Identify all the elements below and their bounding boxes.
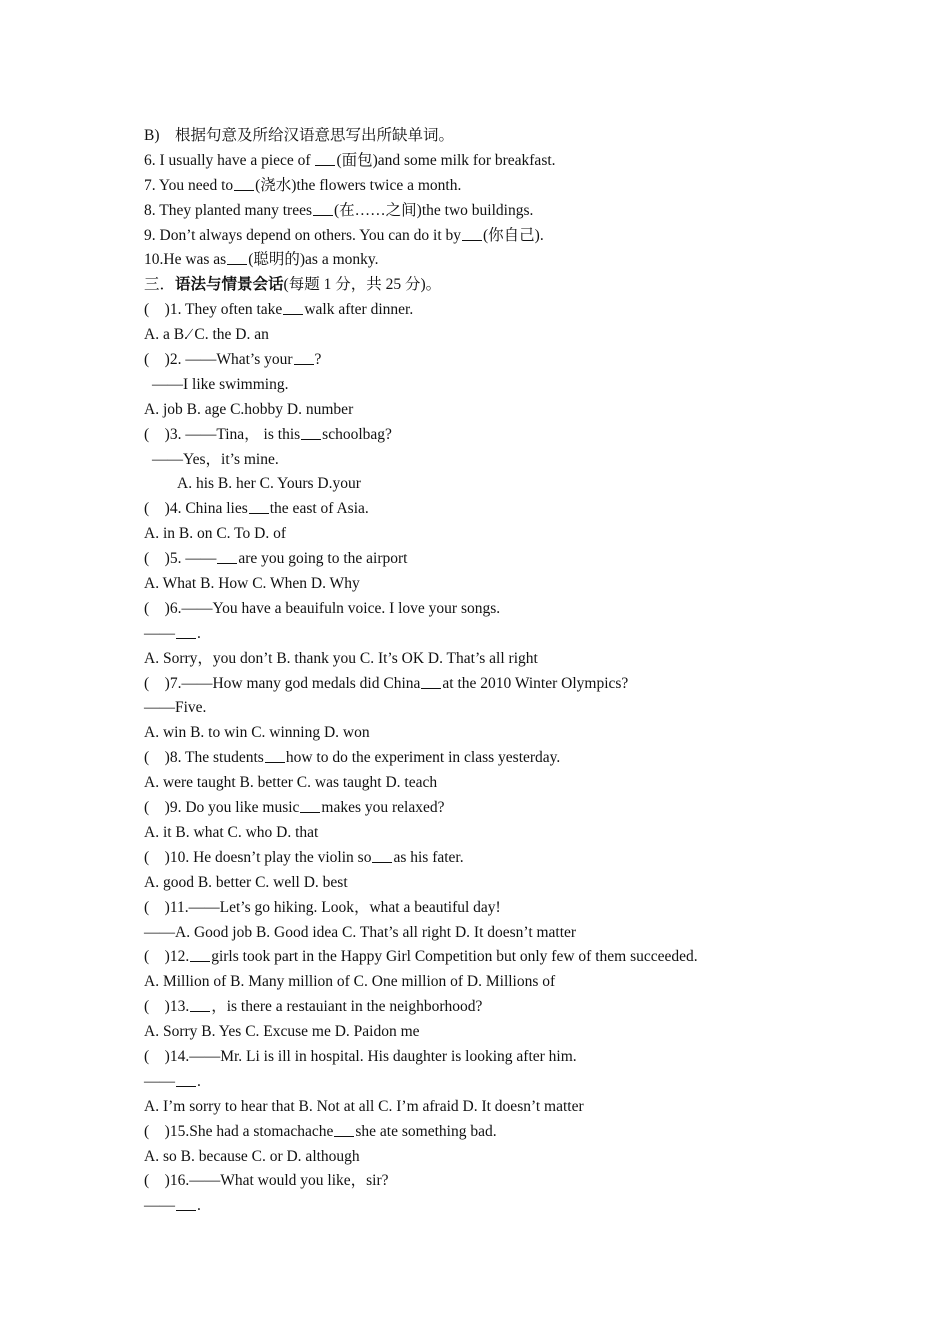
- answer-blank[interactable]: [315, 150, 335, 166]
- answer-blank[interactable]: [227, 249, 247, 265]
- question-9: ( )9. Do you like music makes you relaxed?: [144, 799, 445, 817]
- fill-item-10: 10.He was as (聪明的)as a monky.: [144, 251, 379, 269]
- answer-blank[interactable]: [301, 424, 321, 440]
- reply-6: —— .: [144, 624, 201, 642]
- fill-item-9: 9. Don’t always depend on others. You can do it by (你自己).: [144, 226, 544, 244]
- answer-blank[interactable]: [217, 548, 237, 564]
- fill-item-6: 6. I usually have a piece of (面包)and some milk for breakfast.: [144, 151, 556, 169]
- options-2: A. job B. age C.hobby D. number: [144, 400, 354, 418]
- options-12: A. Million of B. Many million of C. One million of D. Millions of: [144, 973, 556, 991]
- answer-blank[interactable]: [176, 1071, 196, 1087]
- options-3: A. his B. her C. Yours D.your: [177, 475, 361, 493]
- answer-blank[interactable]: [234, 175, 254, 191]
- question-13: ( )13. ，is there a restauiant in the neighborhood?: [144, 998, 483, 1016]
- reply-14: —— .: [144, 1072, 201, 1090]
- question-5: ( )5. —— are you going to the airport: [144, 550, 408, 568]
- options-4: A. in B. on C. To D. of: [144, 525, 287, 543]
- question-15: ( )15.She had a stomachache she ate something bad.: [144, 1122, 497, 1140]
- answer-blank[interactable]: [334, 1121, 354, 1137]
- question-2: ( )2. ——What’s your ?: [144, 351, 322, 369]
- answer-blank[interactable]: [249, 498, 269, 514]
- question-14: ( )14.——Mr. Li is ill in hospital. His daughter is looking after him.: [144, 1047, 577, 1065]
- options-1: A. a B.∕ C. the D. an: [144, 326, 269, 344]
- section-b-title: B) 根据句意及所给汉语意思写出所缺单词。: [144, 127, 455, 144]
- options-13: A. Sorry B. Yes C. Excuse me D. Paidon me: [144, 1023, 420, 1041]
- question-3: ( )3. ——Tina， is this schoolbag?: [144, 425, 392, 443]
- question-16: ( )16.——What would you like，sir?: [144, 1172, 389, 1190]
- reply-16: —— .: [144, 1197, 201, 1215]
- question-7: ( )7.——How many god medals did China at the 2010 Winter Olympics?: [144, 674, 629, 692]
- question-10: ( )10. He doesn’t play the violin so as his fater.: [144, 848, 464, 866]
- options-14: A. I’m sorry to hear that B. Not at all C. I’m afraid D. It doesn’t matter: [144, 1097, 584, 1115]
- answer-blank[interactable]: [190, 946, 210, 962]
- question-4: ( )4. China lies the east of Asia.: [144, 500, 369, 518]
- question-6: ( )6.——You have a beauifuln voice. I love your songs.: [144, 599, 501, 617]
- document-page: [144, 124, 924, 1219]
- answer-blank[interactable]: [176, 623, 196, 639]
- options-8: A. were taught B. better C. was taught D. teach: [144, 774, 438, 792]
- section-3-note: (每题 1 分，共 25 分)。: [283, 276, 442, 294]
- answer-blank[interactable]: [462, 225, 482, 241]
- options-7: A. win B. to win C. winning D. won: [144, 724, 370, 742]
- section-3-title: 语法与情景会话: [175, 276, 284, 294]
- options-15: A. so B. because C. or D. although: [144, 1147, 360, 1165]
- options-11: ——A. Good job B. Good idea C. That’s all right D. It doesn’t matter: [144, 923, 577, 941]
- answer-blank[interactable]: [300, 797, 320, 813]
- answer-blank[interactable]: [283, 299, 303, 315]
- answer-blank[interactable]: [176, 1195, 196, 1211]
- answer-blank[interactable]: [190, 996, 210, 1012]
- options-5: A. What B. How C. When D. Why: [144, 575, 360, 593]
- answer-blank[interactable]: [265, 747, 285, 763]
- answer-blank[interactable]: [421, 673, 441, 689]
- answer-blank[interactable]: [372, 847, 392, 863]
- reply-3: ——Yes，it’s mine.: [152, 450, 279, 468]
- reply-7: ——Five.: [144, 699, 207, 717]
- fill-item-8: 8. They planted many trees (在……之间)the two buildings.: [144, 201, 534, 219]
- question-1: ( )1. They often take walk after dinner.: [144, 301, 414, 319]
- question-8: ( )8. The students how to do the experiment in class yesterday.: [144, 749, 561, 767]
- reply-2: ——I like swimming.: [152, 375, 289, 393]
- answer-blank[interactable]: [313, 200, 333, 216]
- answer-blank[interactable]: [294, 349, 314, 365]
- options-6: A. Sorry，you don’t B. thank you C. It’s OK D. That’s all right: [144, 649, 538, 667]
- options-9: A. it B. what C. who D. that: [144, 823, 319, 841]
- fill-item-7: 7. You need to (浇水)the flowers twice a month.: [144, 176, 462, 194]
- section-3-heading: 三．语法与情景会话(每题 1 分，共 25 分)。: [144, 276, 442, 294]
- options-10: A. good B. better C. well D. best: [144, 873, 348, 891]
- question-11: ( )11.——Let’s go hiking. Look，what a beautiful day!: [144, 898, 501, 916]
- question-12: ( )12. girls took part in the Happy Girl Competition but only few of them succeeded.: [144, 948, 698, 966]
